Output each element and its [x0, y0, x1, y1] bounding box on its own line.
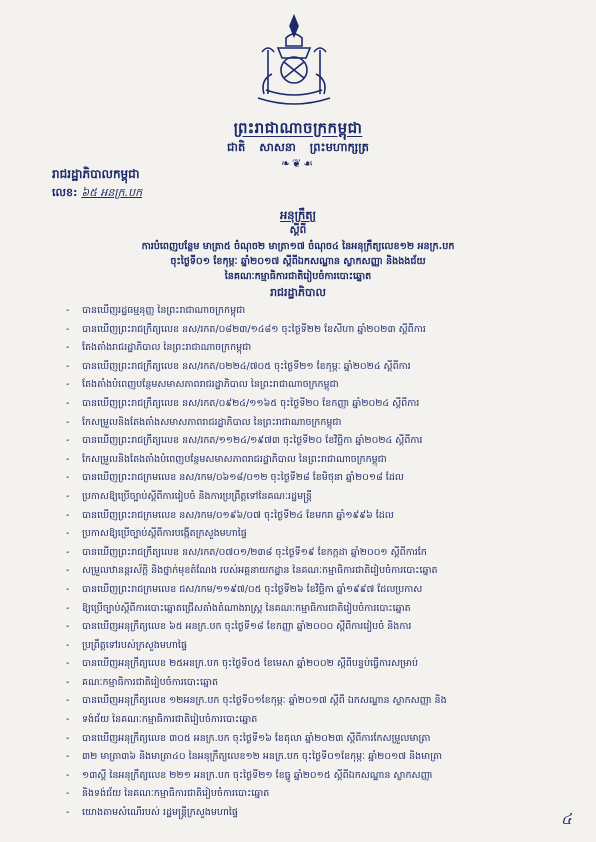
consideration-line: - បានឃើញព្រះរាជក្រមលេខ ជស/រកម/១១៩៧/០៥ ចុះថ្ងៃទី២៦ ខែវិច្ឆិកា ឆ្នាំ១៩៩៧ ដែលប្រកាស — [64, 581, 559, 600]
consideration-line: - បានឃើញព្រះរាជក្រឹត្យលេខ នស/រកត/១១២៤/១៩៧៣ ចុះថ្ងៃទី២០ ខែវិច្ឆិកា ឆ្នាំ២០២៤ ស្តីពីការ — [64, 432, 559, 451]
consideration-line: - បានឃើញរដ្ឋធម្មនុញ្ញ នៃព្រះរាជាណាចក្រកម្ពុជា — [64, 302, 559, 321]
consideration-line: - ទង់ជ័យ នៃគណៈកម្មាធិការជាតិរៀបចំការបោះឆ្នោត — [64, 711, 559, 730]
consideration-line: - បានឃើញព្រះរាជក្រឹត្យលេខ នស/រកត/០៧០១/២៣៨ ចុះថ្ងៃទី១៩ ខែកក្កដា ឆ្នាំ២០០១ ស្តីពីការកែ — [64, 544, 559, 563]
consideration-line: - កែសម្រួលនិងតែងតាំងបំពេញបន្ថែមសមាសភាពរាជរដ្ឋាភិបាល នៃព្រះរាជាណាចក្រកម្ពុជា — [64, 451, 559, 470]
consideration-line: - បានឃើញអនុក្រឹត្យលេខ ១២អនក្រ.បក ចុះថ្ងៃទី០១ខែកុម្ភៈ ឆ្នាំ២០១៧ ស្តីពី ឯកសណ្ឋាន ស្លាកសញ្ញា និង — [64, 692, 559, 711]
consideration-line: - បានឃើញព្រះរាជក្រឹត្យលេខ នស/រកត/០២២៤/៧០៥ ចុះថ្ងៃទី២១ ខែកុម្ភៈ ឆ្នាំ២០២៤ ស្តីពីការ — [64, 358, 559, 377]
consideration-line: - តែងតាំងរាជរដ្ឋាភិបាល នៃព្រះរាជាណាចក្រកម្ពុជា — [64, 339, 559, 358]
consideration-line: - បានឃើញព្រះរាជក្រមលេខ នស/រកម/០៦១៨/០១២ ចុះថ្ងៃទី២៨ ខែមិថុនា ឆ្នាំ២០១៨ ដែល — [64, 469, 559, 488]
national-motto: ជាតិ សាសនា ព្រះមហាក្សត្រ — [227, 140, 369, 154]
authority-heading: រាជរដ្ឋាភិបាល — [270, 286, 326, 299]
consideration-line: - និងទង់ជ័យ នៃគណៈកម្មាធិការជាតិរៀបចំការបោះឆ្នោត — [64, 785, 559, 804]
consideration-line: - ប្រព្រឹត្តទៅរបស់ក្រសួងមហាផ្ទៃ — [64, 637, 559, 656]
consideration-line: - តែងតាំងបំពេញបន្ថែមសមាសភាពរាជរដ្ឋាភិបាល នៃព្រះរាជាណាចក្រកម្ពុជា — [64, 376, 559, 395]
document-type: អនុក្រឹត្យ — [279, 208, 317, 222]
document-number — [52, 186, 142, 202]
consideration-line: - បានឃើញអនុក្រឹត្យលេខ ៣០៥ អនក្រ.បក ចុះថ្ងៃទី១៦ ខែតុលា ឆ្នាំ២០២៣ ស្តីពីការកែសម្រួលមាត្រា — [64, 730, 559, 749]
royal-arms-emblem — [248, 10, 340, 110]
consideration-line: - ប្រកាសឱ្យប្រើច្បាប់ស្តីពីការរៀបចំ និងការប្រព្រឹត្តទៅនៃគណៈរដ្ឋមន្ត្រី — [64, 488, 559, 507]
consideration-line: - ១៣ស្តី នៃអនុក្រឹត្យលេខ ២២១ អនក្រ.បក ចុះថ្ងៃទី២១ ខែធ្នូ ឆ្នាំ២០១៥ ស្តីពីឯកសណ្ឋាន ស្លាកសញ្ញា — [64, 767, 559, 786]
consideration-line: - គណៈកម្មាធិការជាតិរៀបចំការបោះឆ្នោត — [64, 674, 559, 693]
consideration-line: - ប្រកាសឱ្យប្រើច្បាប់ស្តីពីការបង្កើតក្រសួងមហាផ្ទៃ — [64, 525, 559, 544]
kingdom-heading: ព្រះរាជាណាចក្រកម្ពុជា — [233, 119, 363, 137]
consideration-line: - បានឃើញព្រះរាជក្រឹត្យលេខ នស/រកត/០៩២៤/១១៦៥ ចុះថ្ងៃទី២០ ខែកញ្ញា ឆ្នាំ២០២៤ ស្តីពីការ — [64, 395, 559, 414]
considerations-list — [64, 302, 559, 823]
number-value: ៦៥ អនក្រ.បក — [81, 186, 143, 199]
subject-line: ការបំពេញបន្ថែម មាត្រា៥ ចំណុច២ មាត្រា១៧ ចំណុច៤ នៃអនុក្រឹត្យលេខ១២ អនក្រ.បក — [141, 241, 455, 252]
ornament-divider: ❧❦☙ — [280, 157, 316, 170]
page-number: ៤ — [561, 810, 572, 828]
consideration-line: - បានឃើញអនុក្រឹត្យលេខ ៦៥ អនក្រ.បក ចុះថ្ងៃទី១៨ ខែកញ្ញា ឆ្នាំ២០០០ ស្តីពីការរៀបចំ និងការ — [64, 618, 559, 637]
number-label: លេខ: — [52, 186, 78, 199]
consideration-line: - សម្រួលឋានន្តរស័ក្តិ និងថ្នាក់មុខតំណែង របស់អគ្គនាយកដ្ឋាន នៃគណៈកម្មាធិការជាតិរៀបចំការបោះឆ្នោត — [64, 562, 559, 581]
issuing-government: រាជរដ្ឋាភិបាលកម្ពុជា — [52, 167, 140, 181]
consideration-line: - ៣២ មាត្រា៣៦ និងមាត្រា៤០ នៃអនុក្រឹត្យលេខ១២ អនក្រ.បក ចុះថ្ងៃទី០១ខែកុម្ភៈ ឆ្នាំ២០១៧ និងមាត្រា — [64, 748, 559, 767]
consideration-line: - កែសម្រួលនិងតែងតាំងសមាសភាពរាជរដ្ឋាភិបាល នៃព្រះរាជាណាចក្រកម្ពុជា — [64, 414, 559, 433]
subject-line: ចុះថ្ងៃទី០១ ខែកុម្ភៈ ឆ្នាំ២០១៧ ស្តីពីឯកសណ្ឋាន ស្លាកសញ្ញា និងងងជ័យ — [170, 256, 426, 267]
consideration-line: - យោងតាមសំណើរបស់ រដ្ឋមន្ត្រីក្រសួងមហាផ្ទៃ — [64, 804, 559, 823]
consideration-line: - បានឃើញអនុក្រឹត្យលេខ ២៥អនក្រ.បក ចុះថ្ងៃទី០៥ ខែមេសា ឆ្នាំ២០០២ ស្តីពីបន្ទប់ធ្វើការសម្រាប់ — [64, 655, 559, 674]
consideration-line: - បានឃើញព្រះរាជក្រឹត្យលេខ នស/រកត/០៨២៣/១៤៨១ ចុះថ្ងៃទី២២ ខែសីហា ឆ្នាំ២០២៣ ស្តីពីការ — [64, 321, 559, 340]
subject-prefix: ស្តីពី — [289, 224, 307, 236]
subject-line: នៃគណៈកម្មាធិការជាតិរៀបចំការបោះឆ្នោត — [224, 271, 372, 282]
consideration-line: - ឱ្យប្រើច្បាប់ស្តីពីការបោះឆ្នោតជ្រើសតាំងតំណាងរាស្ត្រ នៃគណៈកម្មាធិការជាតិរៀបចំការបោះឆ្នោត — [64, 600, 559, 619]
consideration-line: - បានឃើញព្រះរាជក្រមលេខ នស/រកម/០១៩៦/០៧ ចុះថ្ងៃទី២៤ ខែមករា ឆ្នាំ១៩៩៦ ដែល — [64, 507, 559, 526]
